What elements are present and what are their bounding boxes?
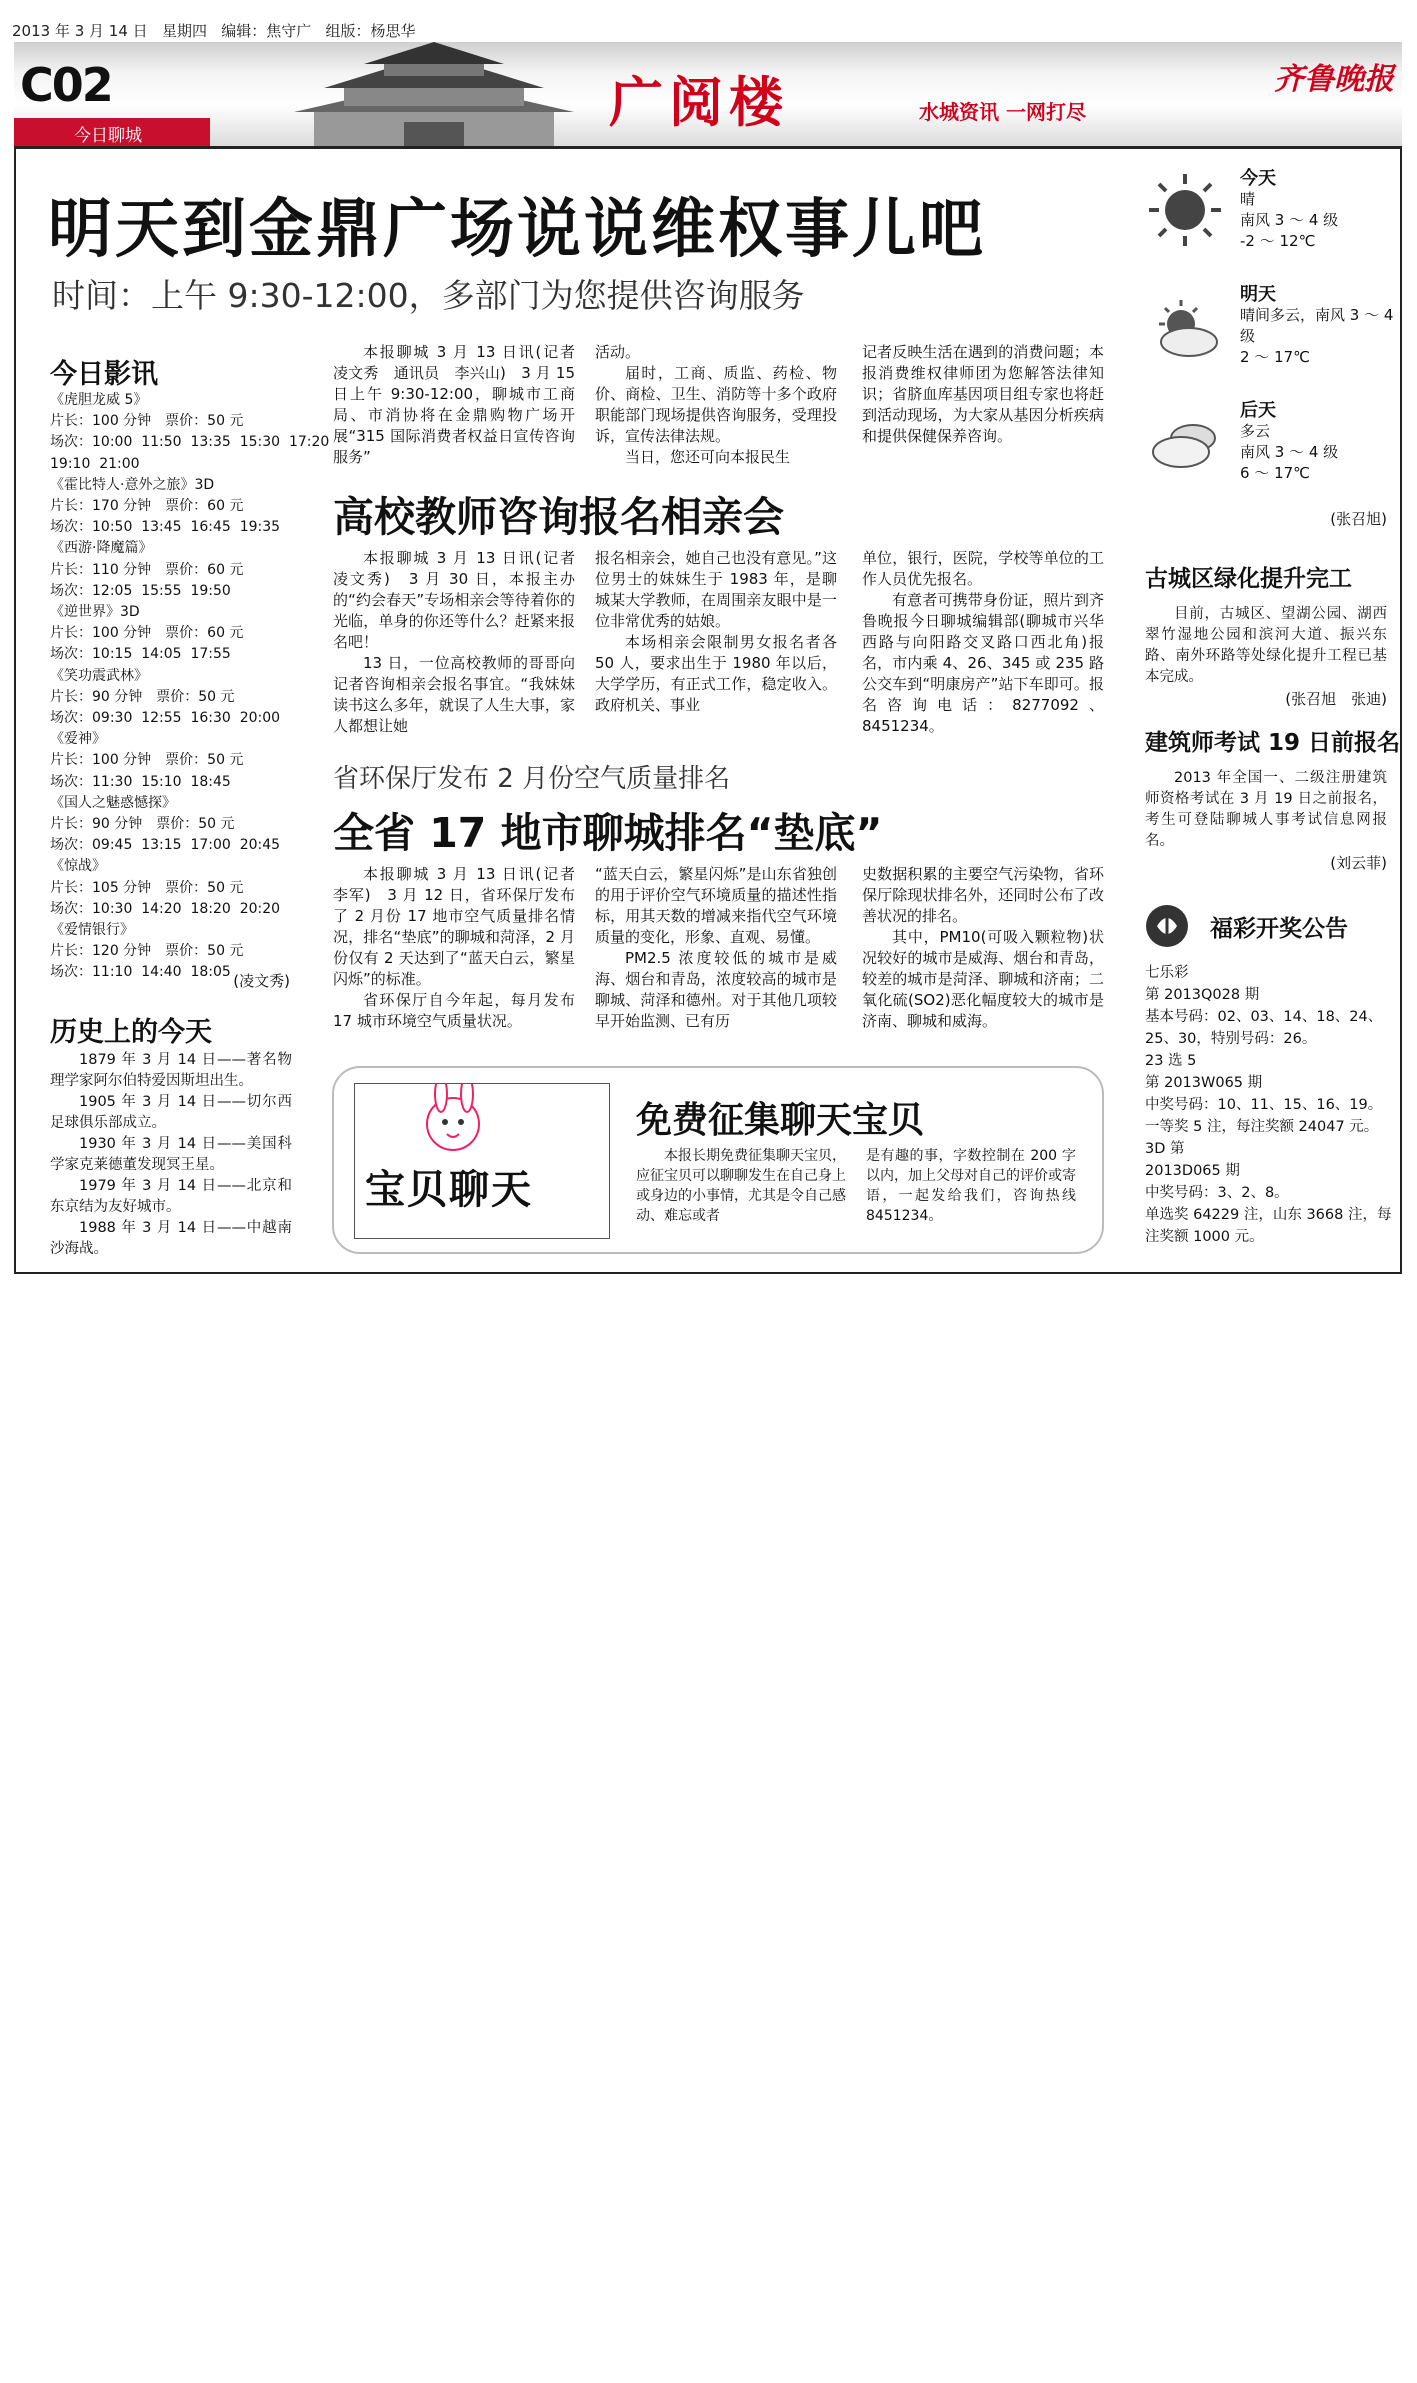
film-line: 《西游·降魔篇》 bbox=[50, 540, 153, 557]
films-list bbox=[50, 390, 330, 984]
film-line: 《惊战》 bbox=[50, 858, 106, 875]
promo-col-1: 本报长期免费征集聊天宝贝，应征宝贝可以聊聊发生在自己身上或身边的小事情，尤其是令自己感动、难忘或者 bbox=[636, 1148, 846, 1224]
film-line: 片长：170 分钟 票价：60 元 bbox=[50, 498, 244, 515]
history-item: 1930 年 3 月 14 日——美国科学家克莱德董发现冥王星。 bbox=[50, 1136, 292, 1173]
film-line: 片长：100 分钟 票价：50 元 bbox=[50, 752, 244, 769]
lottery-line: 基本号码：02、03、14、18、24、25、30，特别号码：26。 bbox=[1145, 1009, 1383, 1047]
page-number: C02 bbox=[20, 58, 112, 112]
promo-logo bbox=[354, 1083, 610, 1239]
lottery-results bbox=[1145, 962, 1393, 1248]
film-line: 场次：10:50 13:45 16:45 19:35 bbox=[50, 519, 281, 536]
promo-logo-text: 宝贝聊天 bbox=[365, 1167, 533, 1213]
weather-today: 今天 晴 南风 3 ～ 4 级 -2 ～ 12℃ bbox=[1240, 168, 1339, 250]
lead-subhead: 时间：上午 9:30-12:00，多部门为您提供咨询服务 bbox=[52, 276, 805, 315]
history-item: 1979 年 3 月 14 日——北京和东京结为友好城市。 bbox=[50, 1178, 292, 1215]
film-line: 19:10 21:00 bbox=[50, 455, 140, 472]
lottery-line: 第 2013Q028 期 bbox=[1145, 987, 1260, 1003]
film-line: 《笑功震武林》 bbox=[50, 667, 148, 684]
exam-title: 建筑师考试 19 日前报名 bbox=[1145, 730, 1401, 756]
exam-byline: (刘云菲) bbox=[1330, 854, 1387, 872]
film-line: 场次：09:30 12:55 16:30 20:00 bbox=[50, 710, 281, 727]
films-byline: (凌文秀) bbox=[233, 972, 290, 990]
lottery-line: 第 2013W065 期 bbox=[1145, 1075, 1263, 1091]
cloud-icon bbox=[1145, 404, 1225, 484]
film-line: 场次：12:05 15:55 19:50 bbox=[50, 582, 231, 599]
film-line: 场次：11:10 14:40 18:05 bbox=[50, 964, 231, 981]
history-item: 1879 年 3 月 14 日——著名物理学家阿尔伯特爱因斯坦出生。 bbox=[50, 1052, 292, 1089]
lottery-line: 一等奖 5 注，每注奖额 24047 元。 bbox=[1145, 1119, 1379, 1135]
promo-title: 免费征集聊天宝贝 bbox=[636, 1100, 925, 1141]
section-label: 今日聊城 bbox=[74, 126, 142, 146]
teacher-headline: 高校教师咨询报名相亲会 bbox=[333, 493, 784, 541]
film-line: 《逆世界》3D bbox=[50, 604, 140, 621]
film-line: 场次：11:30 15:10 18:45 bbox=[50, 773, 231, 790]
film-line: 《霍比特人·意外之旅》3D bbox=[50, 476, 215, 493]
history-item: 1988 年 3 月 14 日——中越南沙海战。 bbox=[50, 1220, 292, 1257]
air-col-1: 本报聊城 3 月 13 日讯(记者 李军) 3 月 12 日，省环保厅发布了 2 月份 17 地市空气质量排名情况，排名“垫底”的聊城和菏泽，2 月份仅有 2 天达到了“蓝天白云，繁星闪烁”的标准。 省环保厅自今年起，每月发布 17 城市环境空气质量状况。 bbox=[333, 865, 591, 1030]
lead-headline: 明天到金鼎广场说说维权事儿吧 bbox=[48, 193, 986, 267]
lottery-line: 七乐彩 bbox=[1145, 965, 1189, 981]
film-line: 《爱情银行》 bbox=[50, 922, 134, 939]
column-slogan: 水城资讯 一网打尽 bbox=[919, 100, 1086, 124]
page-header bbox=[14, 42, 1402, 146]
lottery-line: 中奖号码：10、11、15、16、19。 bbox=[1145, 1097, 1383, 1113]
weather-tomorrow: 明天 晴间多云，南风 3 ～ 4 级 2 ～ 17℃ bbox=[1240, 284, 1394, 366]
weather-day-after: 后天 多云 南风 3 ～ 4 级 6 ～ 17℃ bbox=[1240, 400, 1339, 482]
greening-body: 目前，古城区、望湖公园、湖西翠竹湿地公园和滨河大道、振兴东路、南外环路等处绿化提升工程已基本完成。 bbox=[1145, 606, 1387, 685]
lottery-line: 2013D065 期 bbox=[1145, 1163, 1240, 1179]
promo-col-2: 是有趣的事，字数控制在 200 字以内，加上父母对自己的评价或寄语，一起发给我们，咨询热线 8451234。 bbox=[866, 1148, 1076, 1224]
teacher-col-2: 报名相亲会，她自己也没有意见。”这位男士的妹妹生于 1983 年，是聊城某大学教师，在周围亲友眼中是一位非常优秀的姑娘。 本场相亲会限制男女报名者各 50 人，要求出生于 1980 年以后，大学学历，有正式工作，稳定收入。政府机关、事业 bbox=[595, 549, 837, 714]
teacher-col-1: 本报聊城 3 月 13 日讯(记者 凌文秀) 3 月 30 日，本报主办的“约会春天”专场相亲会等待着你的光临，单身的你还等什么？赶紧来报名吧！ 13 日，一位高校教师的哥哥向记者咨询相亲会报名事宜。“我妹妹读书这么多年，就误了人生大事，家人都想让她 bbox=[333, 549, 591, 735]
films-title: 今日影讯 bbox=[50, 359, 158, 390]
film-line: 片长：90 分钟 票价：50 元 bbox=[50, 688, 235, 705]
film-line: 片长：120 分钟 票价：50 元 bbox=[50, 943, 244, 960]
film-line: 片长：90 分钟 票价：50 元 bbox=[50, 816, 235, 833]
lottery-line: 单选奖 64229 注，山东 3668 注，每注奖额 1000 元。 bbox=[1145, 1207, 1392, 1245]
newspaper-logo: 齐鲁晚报 bbox=[1274, 62, 1394, 97]
film-line: 场次：10:00 11:50 13:35 15:30 17:20 bbox=[50, 434, 330, 451]
column-title: 广阅楼 bbox=[609, 70, 789, 134]
film-line: 片长：110 分钟 票价：60 元 bbox=[50, 561, 244, 578]
lottery-title: 福彩开奖公告 bbox=[1210, 916, 1348, 942]
air-col-3: 史数据积累的主要空气污染物，省环保厅除现状排名外，还同时公布了改善状况的排名。 其中，PM10(可吸入颗粒物)状况较好的城市是威海、烟台和青岛，较差的城市是菏泽、聊城和济南；二氧化硫(SO2)恶化幅度较大的城市是济南、聊城和威海。 bbox=[862, 865, 1104, 1030]
history-title: 历史上的今天 bbox=[50, 1017, 212, 1048]
lottery-line: 中奖号码：3、2、8。 bbox=[1145, 1185, 1289, 1201]
sun-icon bbox=[1145, 170, 1225, 250]
city-gate-illustration bbox=[254, 42, 614, 146]
lottery-line: 23 选 5 bbox=[1145, 1053, 1197, 1069]
weather-byline: (张召旭) bbox=[1330, 510, 1387, 528]
teacher-col-3: 单位，银行，医院，学校等单位的工作人员优先报名。 有意者可携带身份证，照片到齐鲁晚报今日聊城编辑部(聊城市兴华西路与向阳路交叉路口西北角)报名，市内乘 4、26、345 或 235 路公交车到“明康房产”站下车即可。报名咨询电话：8277092、8451234。 bbox=[862, 549, 1104, 735]
air-headline: 全省 17 地市聊城排名“垫底” bbox=[333, 809, 883, 857]
edition-meta: 2013 年 3 月 14 日 星期四 编辑：焦守广 组版：杨思华 bbox=[12, 22, 416, 40]
greening-byline: (张召旭 张迪) bbox=[1285, 690, 1387, 708]
partly-cloudy-icon bbox=[1145, 290, 1225, 370]
film-line: 片长：100 分钟 票价：50 元 bbox=[50, 413, 244, 430]
film-line: 片长：105 分钟 票价：50 元 bbox=[50, 879, 244, 896]
film-line: 场次：09:45 13:15 17:00 20:45 bbox=[50, 837, 281, 854]
air-col-2: “蓝天白云，繁星闪烁”是山东省独创的用于评价空气环境质量的描述性指标，用其天数的增减来指代空气环境质量的变化，形象、直观、易懂。 PM2.5 浓度较低的城市是威海、烟台和青岛，浓度较高的城市是聊城、菏泽和德州。对于其他几项较早开始监测、已有历 bbox=[595, 865, 837, 1030]
film-line: 片长：100 分钟 票价：60 元 bbox=[50, 625, 244, 642]
film-line: 《虎胆龙威 5》 bbox=[50, 392, 148, 408]
lead-col-1: 本报聊城 3 月 13 日讯(记者 凌文秀 通讯员 李兴山) 3 月 15 日上午 9:30-12:00，聊城市工商局、市消协将在金鼎购物广场开展“315 国际消费者权益日宣传咨询服务” bbox=[333, 343, 591, 466]
history-list bbox=[50, 1050, 292, 1260]
welfare-lottery-logo-icon bbox=[1145, 904, 1189, 948]
film-line: 《国人之魅惑憾探》 bbox=[50, 794, 176, 811]
history-item: 1905 年 3 月 14 日——切尔西足球俱乐部成立。 bbox=[50, 1094, 292, 1131]
greening-title: 古城区绿化提升完工 bbox=[1145, 566, 1352, 592]
lead-col-2: 活动。 届时，工商、质监、药检、物价、商检、卫生、消防等十多个政府职能部门现场提供咨询服务，受理投诉，宣传法律法规。 当日，您还可向本报民生 bbox=[595, 343, 837, 466]
film-line: 《爱神》 bbox=[50, 731, 106, 748]
film-line: 场次：10:30 14:20 18:20 20:20 bbox=[50, 900, 281, 917]
lead-col-3: 记者反映生活在遇到的消费问题；本报消费维权律师团为您解答法律知识；省脐血库基因项目组专家也将赶到活动现场，为大家从基因分析疾病和提供保健保养咨询。 bbox=[862, 343, 1104, 445]
exam-body: 2013 年全国一、二级注册建筑师资格考试在 3 月 19 日之前报名，考生可登陆聊城人事考试信息网报名。 bbox=[1145, 770, 1387, 849]
film-line: 场次：10:15 14:05 17:55 bbox=[50, 646, 231, 663]
lottery-line: 3D 第 bbox=[1145, 1141, 1185, 1157]
air-subhead: 省环保厅发布 2 月份空气质量排名 bbox=[333, 764, 731, 794]
